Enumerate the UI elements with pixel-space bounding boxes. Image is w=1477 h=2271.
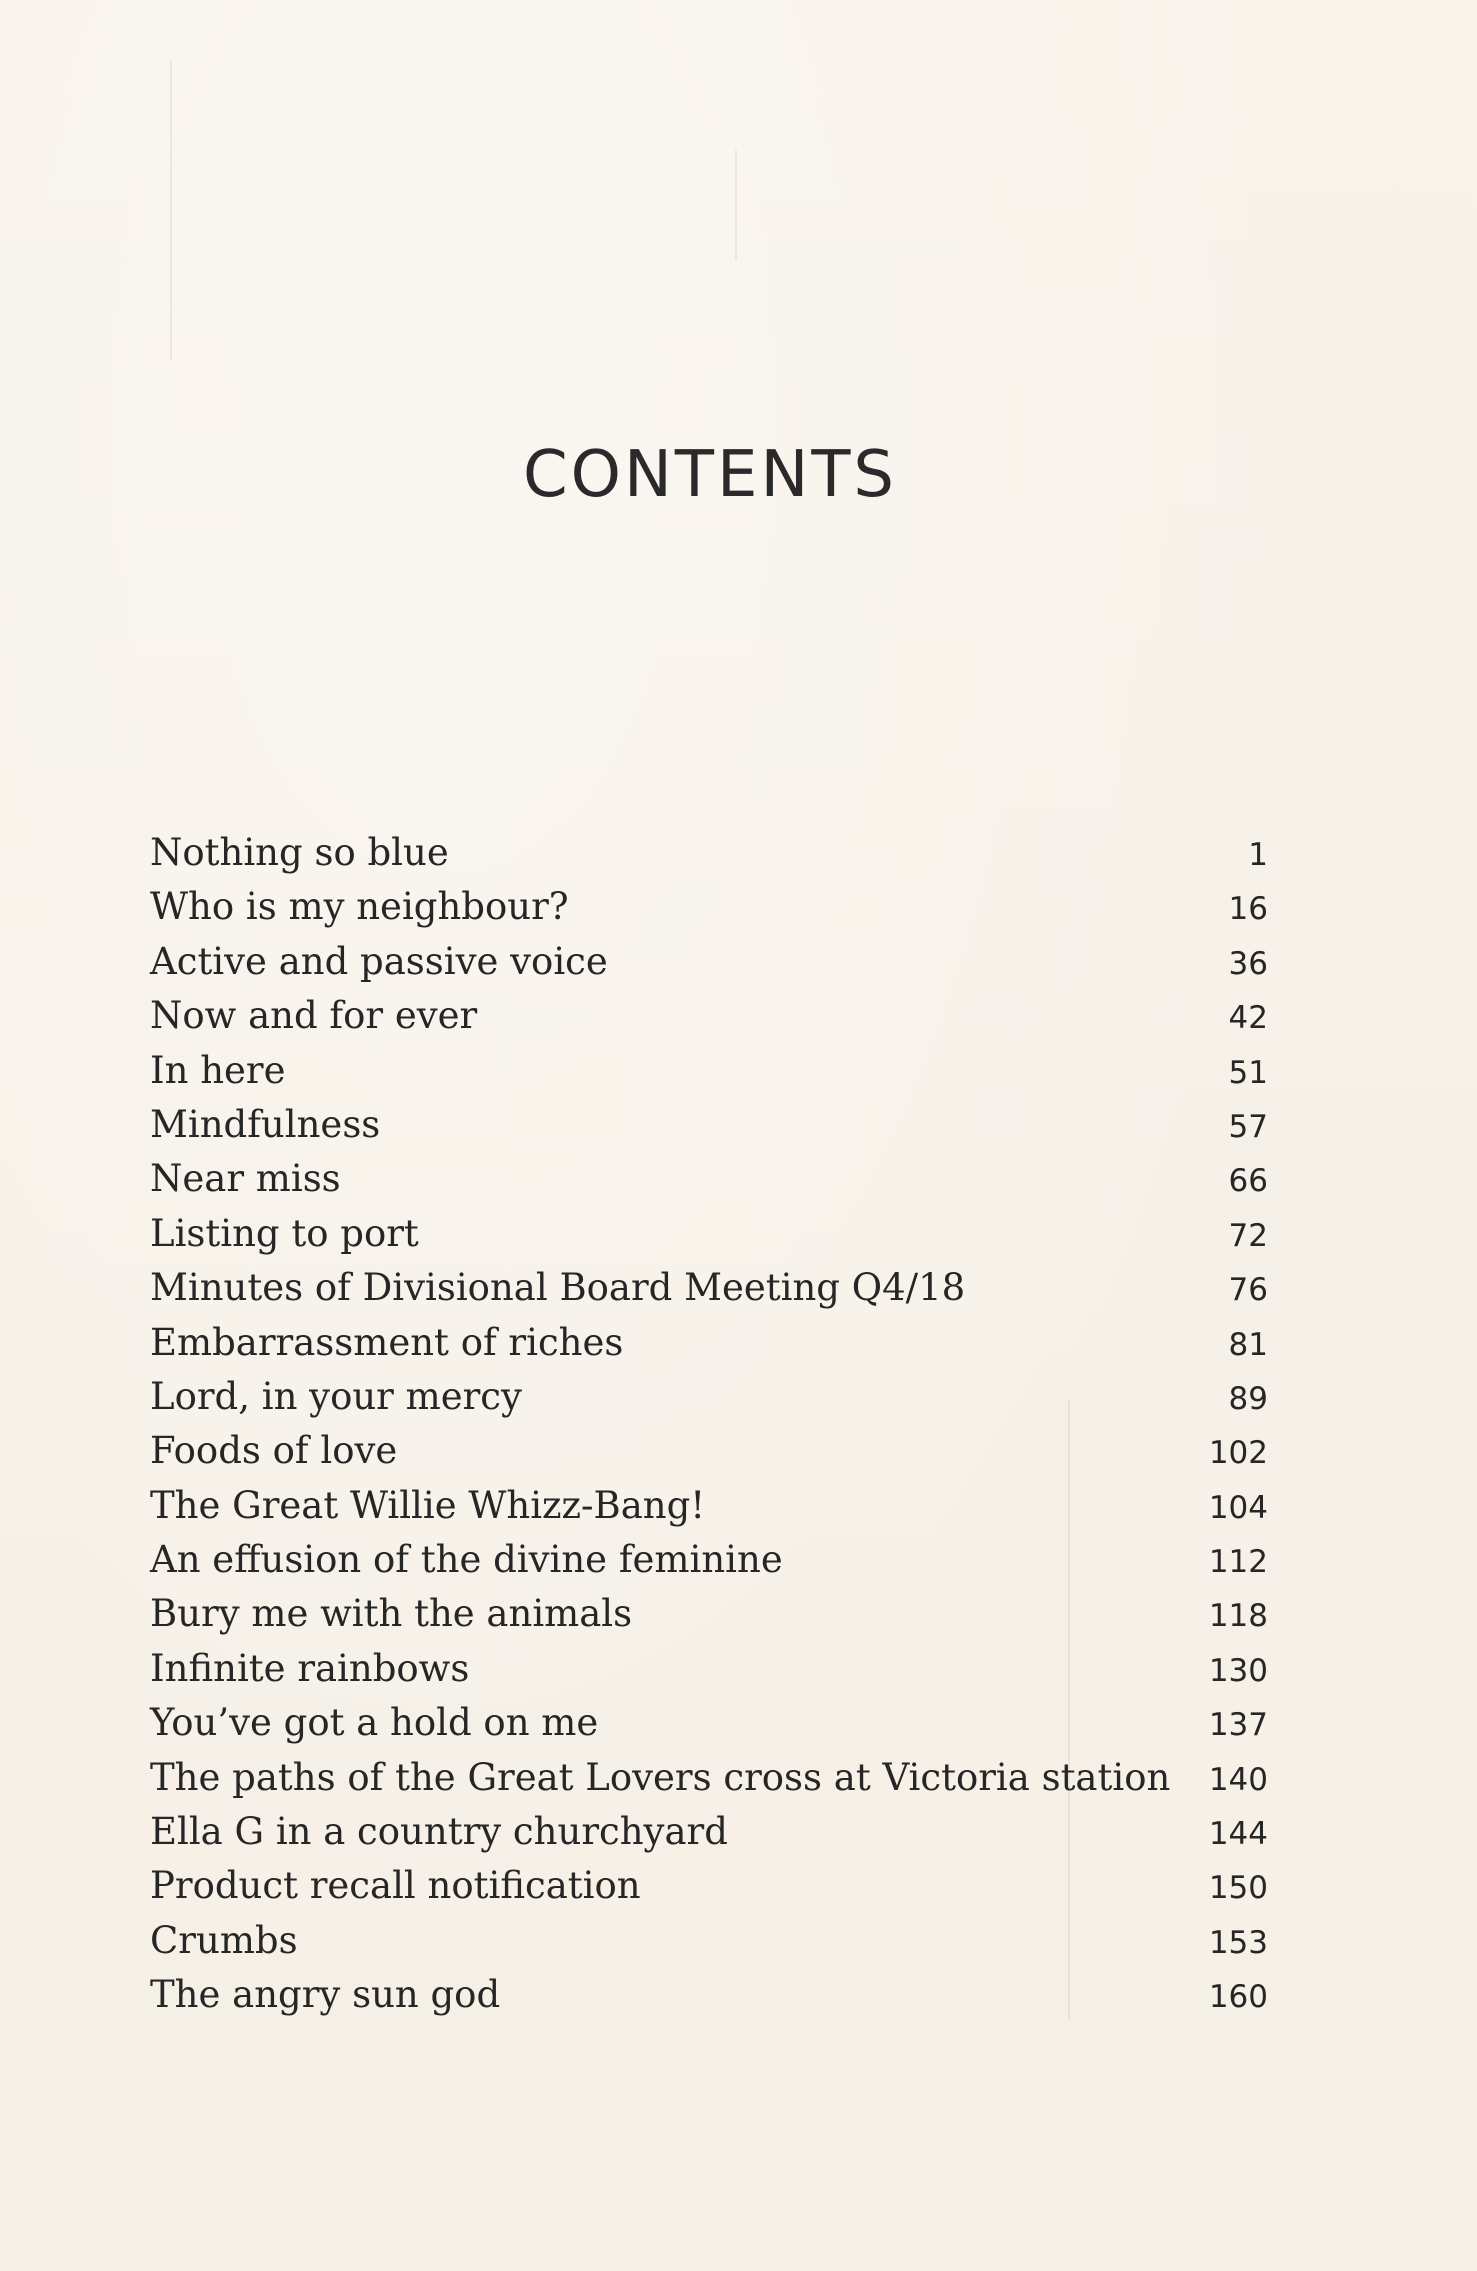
- toc-entry-page-number: 130: [1208, 1652, 1268, 1689]
- toc-entry: [150, 1587, 1268, 1641]
- toc-entry: [150, 1479, 1268, 1533]
- toc-entry-title: Embarrassment of riches: [150, 1320, 624, 1364]
- toc-entry-title: Bury me with the animals: [150, 1592, 633, 1636]
- toc-entry-title: Who is my neighbour?: [150, 885, 569, 929]
- toc-entry-title: Ella G in a country churchyard: [150, 1810, 728, 1854]
- toc-entry-title: Near miss: [150, 1157, 341, 1201]
- toc-entry-title: You’ve got a hold on me: [150, 1701, 599, 1745]
- toc-entry-page-number: 57: [1228, 1108, 1268, 1145]
- toc-entry-page-number: 81: [1228, 1326, 1268, 1363]
- table-of-contents: [150, 826, 1268, 2023]
- toc-entry-title: Listing to port: [150, 1211, 419, 1255]
- toc-entry-title: Lord, in your mercy: [150, 1374, 522, 1418]
- toc-entry-page-number: 160: [1208, 1979, 1268, 2016]
- toc-entry: [150, 1316, 1268, 1370]
- toc-entry-page-number: 104: [1208, 1489, 1268, 1526]
- toc-entry-title: Mindfulness: [150, 1102, 381, 1146]
- toc-entry: [150, 880, 1268, 934]
- toc-entry-page-number: 51: [1228, 1054, 1268, 1091]
- toc-entry: [150, 1207, 1268, 1261]
- toc-entry-page-number: 118: [1208, 1598, 1268, 1635]
- toc-entry: [150, 1152, 1268, 1206]
- toc-entry: [150, 1968, 1268, 2022]
- toc-entry: [150, 1914, 1268, 1968]
- toc-entry-page-number: 144: [1208, 1816, 1268, 1853]
- toc-entry-title: An effusion of the divine feminine: [150, 1538, 783, 1582]
- toc-entry-page-number: 150: [1208, 1870, 1268, 1907]
- toc-entry-title: Foods of love: [150, 1429, 398, 1473]
- toc-entry-title: Infinite rainbows: [150, 1646, 470, 1690]
- toc-entry-page-number: 112: [1208, 1544, 1268, 1581]
- toc-entry: [150, 935, 1268, 989]
- toc-entry: [150, 1696, 1268, 1750]
- toc-entry-title: Now and for ever: [150, 994, 478, 1038]
- toc-entry-page-number: 140: [1208, 1761, 1268, 1798]
- toc-entry: [150, 1859, 1268, 1913]
- toc-entry: [150, 1751, 1268, 1805]
- toc-entry-page-number: 89: [1228, 1380, 1268, 1417]
- toc-entry-title: The paths of the Great Lovers cross at Victoria station: [150, 1755, 1171, 1799]
- toc-entry-page-number: 36: [1228, 945, 1268, 982]
- toc-entry: [150, 989, 1268, 1043]
- toc-entry-page-number: 76: [1228, 1272, 1268, 1309]
- toc-entry-page-number: 66: [1228, 1163, 1268, 1200]
- toc-entry: [150, 1098, 1268, 1152]
- toc-entry-title: Product recall notification: [150, 1864, 641, 1908]
- toc-entry: [150, 1044, 1268, 1098]
- paper-crease: [735, 150, 737, 260]
- toc-entry-title: Nothing so blue: [150, 831, 449, 874]
- toc-entry-title: The angry sun god: [150, 1973, 501, 2017]
- toc-entry: [150, 1533, 1268, 1587]
- toc-entry: [150, 1424, 1268, 1478]
- toc-entry-title: Active and passive voice: [150, 939, 608, 983]
- toc-entry-page-number: 72: [1228, 1217, 1268, 1254]
- toc-entry-page-number: 42: [1228, 1000, 1268, 1037]
- toc-entry-page-number: 153: [1208, 1924, 1268, 1961]
- toc-entry: [150, 1261, 1268, 1315]
- toc-entry-title: In here: [150, 1048, 286, 1092]
- toc-entry-page-number: 102: [1208, 1435, 1268, 1472]
- toc-entry: [150, 1370, 1268, 1424]
- toc-entry-page-number: 16: [1228, 891, 1268, 928]
- toc-entry-title: Minutes of Divisional Board Meeting Q4/18: [150, 1266, 966, 1310]
- toc-entry-title: The Great Willie Whizz-Bang!: [150, 1483, 706, 1527]
- toc-entry-page-number: 137: [1208, 1707, 1268, 1744]
- toc-entry: [150, 1805, 1268, 1859]
- paper-crease: [170, 60, 172, 360]
- page-title: CONTENTS: [522, 438, 898, 512]
- toc-entry-title: Crumbs: [150, 1918, 298, 1962]
- toc-entry: [150, 826, 1268, 880]
- toc-entry: [150, 1642, 1268, 1696]
- toc-entry-page-number: 1: [1248, 837, 1268, 873]
